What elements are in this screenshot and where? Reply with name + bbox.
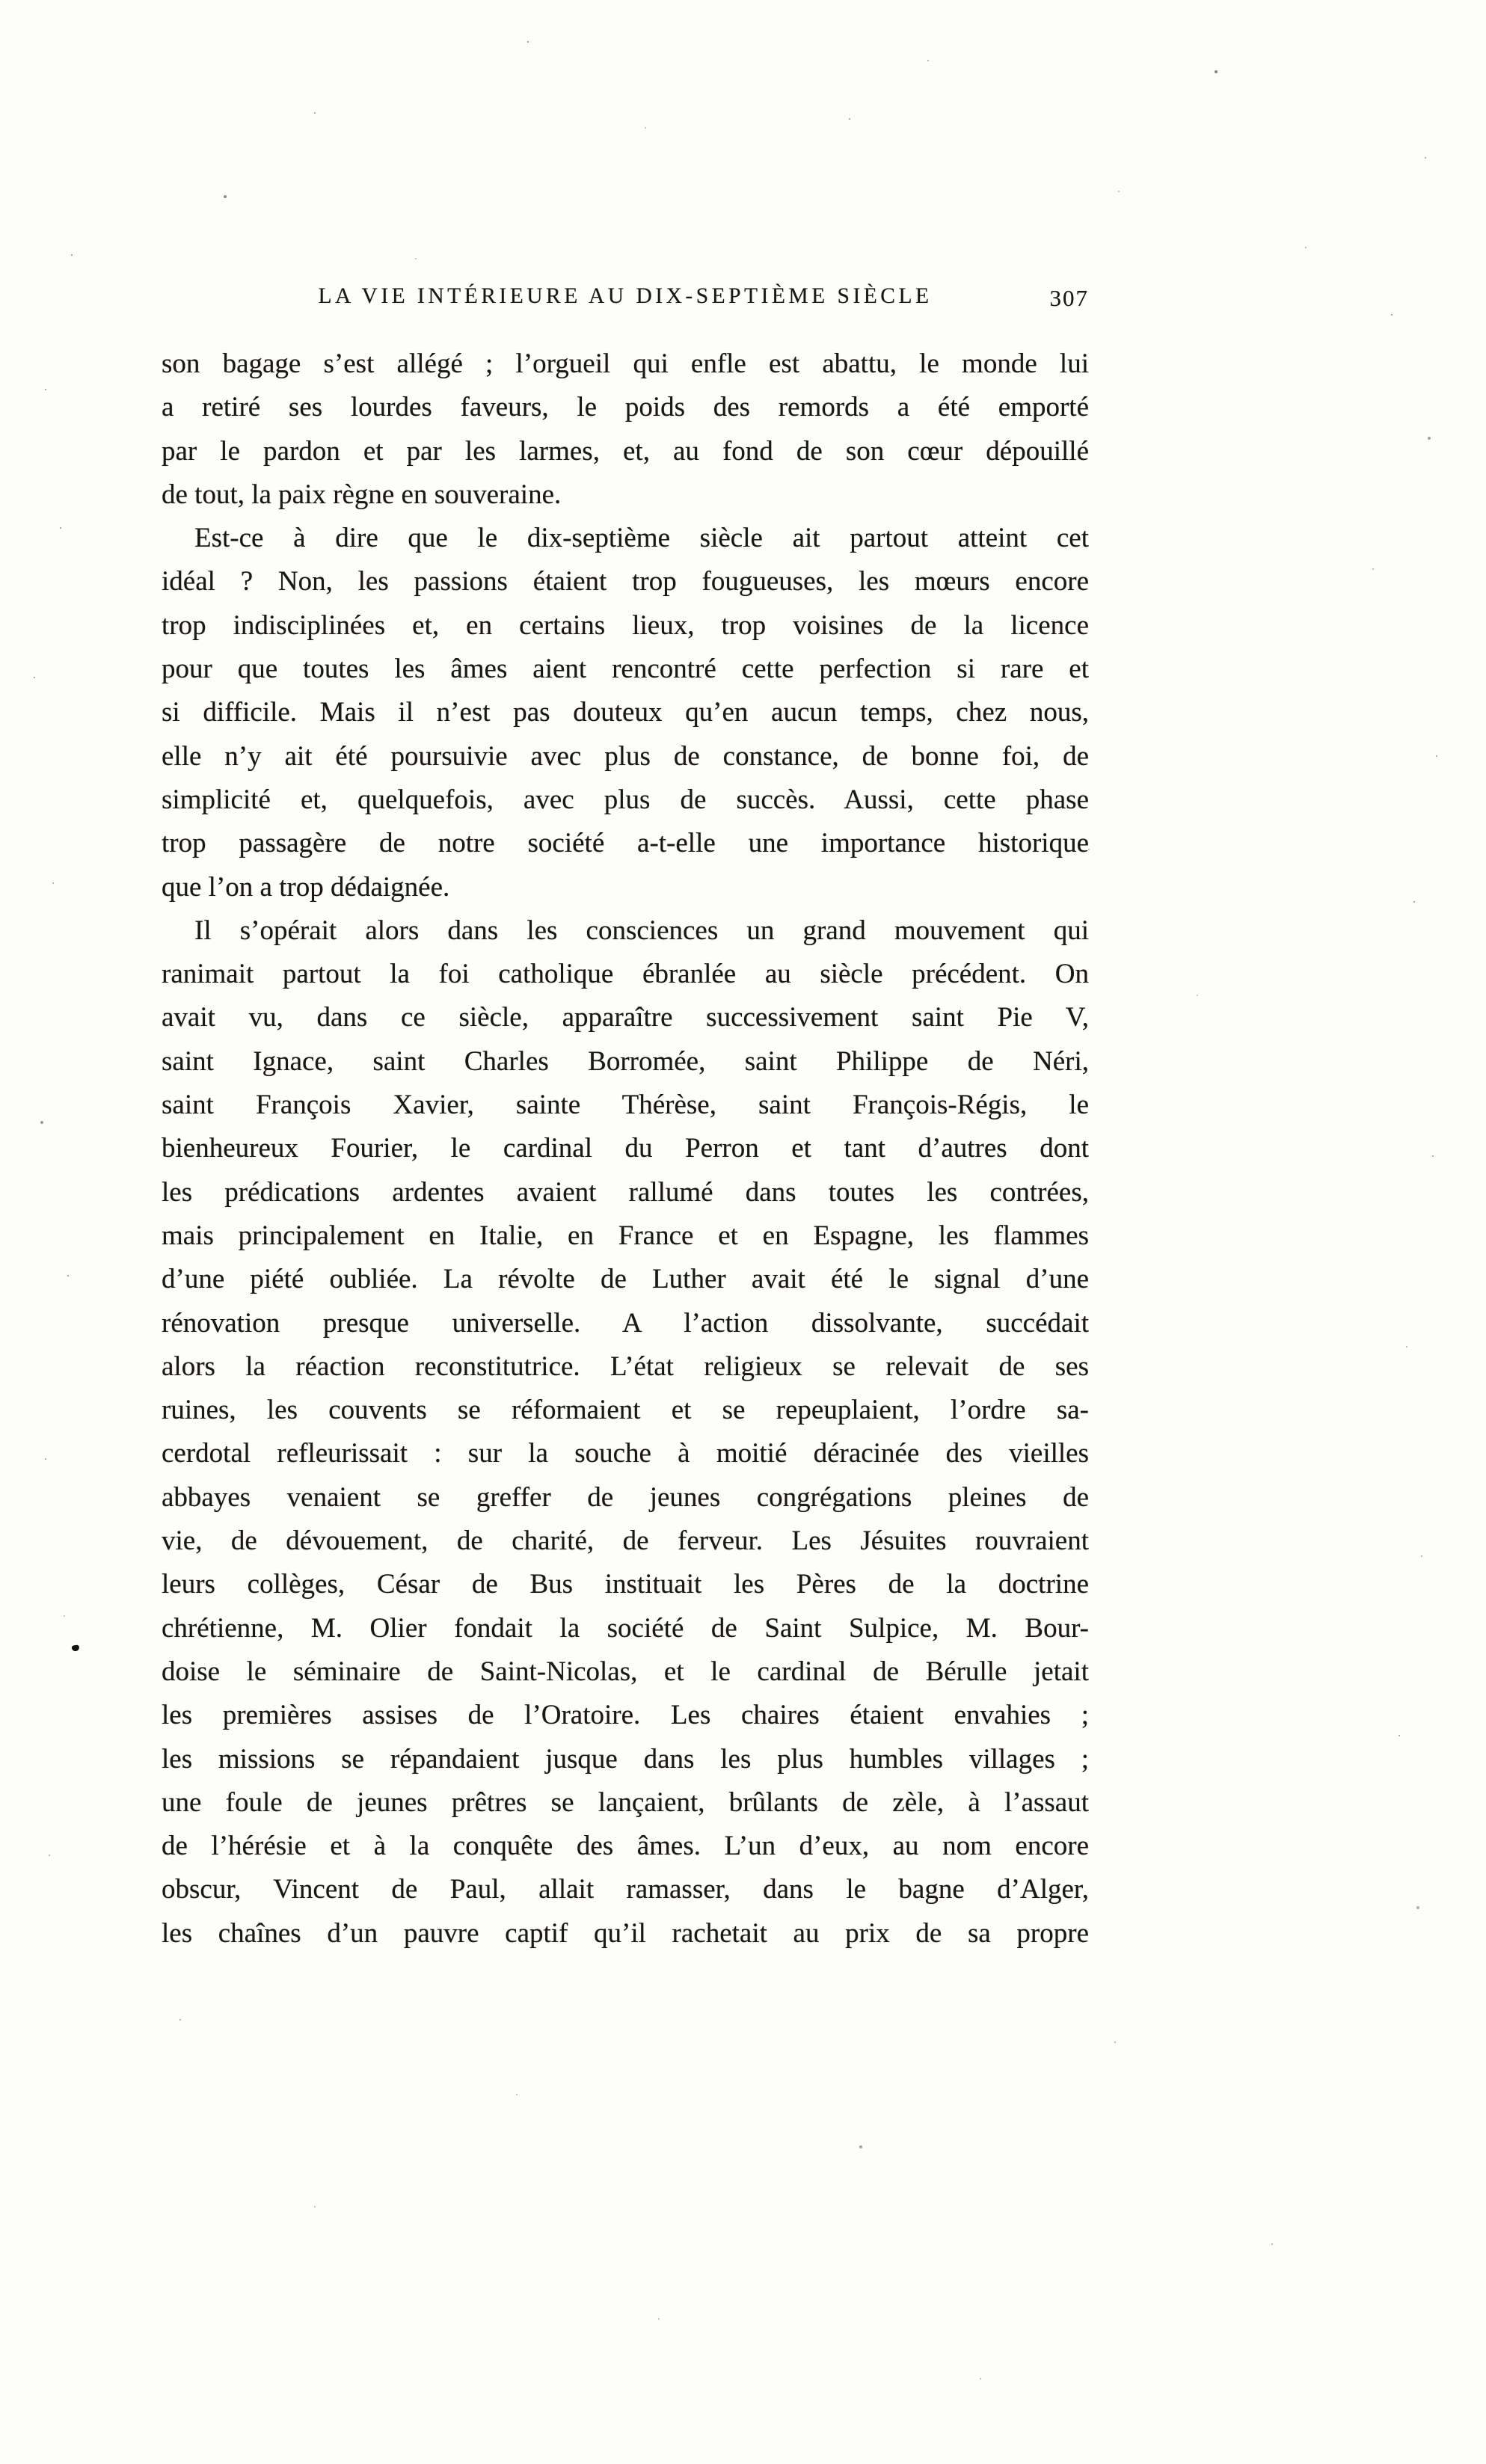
text-line: ruines, les couvents se réformaient et se repeuplaient, l’ordre sa- bbox=[162, 1395, 1089, 1426]
text-line: trop passagère de notre société a-t-elle une importance historique bbox=[162, 828, 1089, 859]
text-line: abbayes venaient se greffer de jeunes congrégations pleines de bbox=[162, 1481, 1089, 1513]
text-line: que l’on a trop dédaignée. bbox=[162, 871, 450, 903]
text-line: a retiré ses lourdes faveurs, le poids des remords a été emporté bbox=[162, 392, 1089, 423]
page-header bbox=[162, 284, 1089, 316]
running-title: LA VIE INTÉRIEURE AU DIX-SEPTIÈME SIÈCLE bbox=[318, 284, 933, 308]
text-line: si difficile. Mais il n’est pas douteux qu’en aucun temps, chez nous, bbox=[162, 697, 1089, 728]
text-line: les premières assises de l’Oratoire. Les chaires étaient envahies ; bbox=[162, 1700, 1089, 1731]
text-line: vie, de dévouement, de charité, de ferveur. Les Jésuites rouvraient bbox=[162, 1526, 1089, 1557]
text-line: simplicité et, quelquefois, avec plus de succès. Aussi, cette phase bbox=[162, 784, 1089, 815]
text-line: d’une piété oubliée. La révolte de Luther avait été le signal d’une bbox=[162, 1264, 1089, 1295]
scan-noise-speckles bbox=[0, 0, 1, 1]
text-line: son bagage s’est allégé ; l’orgueil qui enfle est abattu, le monde lui bbox=[162, 348, 1089, 379]
text-line: obscur, Vincent de Paul, allait ramasser, dans le bagne d’Alger, bbox=[162, 1874, 1089, 1905]
text-line: leurs collèges, César de Bus instituait les Pères de la doctrine bbox=[162, 1569, 1089, 1600]
text-line: idéal ? Non, les passions étaient trop fougueuses, les mœurs encore bbox=[162, 566, 1089, 597]
text-line: alors la réaction reconstitutrice. L’état religieux se relevait de ses bbox=[162, 1351, 1089, 1382]
text-line: les chaînes d’un pauvre captif qu’il rachetait au prix de sa propre bbox=[162, 1917, 1089, 1949]
text-line: par le pardon et par les larmes, et, au fond de son cœur dépouillé bbox=[162, 435, 1089, 467]
body-text bbox=[162, 342, 1089, 1955]
text-line: doise le séminaire de Saint-Nicolas, et le cardinal de Bérulle jetait bbox=[162, 1656, 1089, 1687]
text-line: avait vu, dans ce siècle, apparaître successivement saint Pie V, bbox=[162, 1002, 1089, 1033]
text-line: les prédications ardentes avaient rallumé dans toutes les contrées, bbox=[162, 1176, 1089, 1208]
text-line: une foule de jeunes prêtres se lançaient, brûlants de zèle, à l’assaut bbox=[162, 1786, 1089, 1818]
text-line: pour que toutes les âmes aient rencontré cette perfection si rare et bbox=[162, 654, 1089, 685]
text-line: cerdotal refleurissait : sur la souche à moitié déracinée des vieilles bbox=[162, 1438, 1089, 1469]
ink-blot bbox=[71, 1644, 79, 1651]
text-line: trop indisciplinées et, en certains lieux, trop voisines de la licence bbox=[162, 609, 1089, 641]
text-line: rénovation presque universelle. A l’action dissolvante, succédait bbox=[162, 1307, 1089, 1339]
text-line: mais principalement en Italie, en France et en Espagne, les flammes bbox=[162, 1220, 1089, 1251]
text-line: de tout, la paix règne en souveraine. bbox=[162, 479, 562, 510]
text-line: Est-ce à dire que le dix-septième siècle ait partout atteint cet bbox=[194, 523, 1089, 554]
page-number: 307 bbox=[1049, 285, 1089, 311]
text-line: saint François Xavier, sainte Thérèse, saint François-Régis, le bbox=[162, 1090, 1089, 1121]
text-line: de l’hérésie et à la conquête des âmes. L’un d’eux, au nom encore bbox=[162, 1831, 1089, 1862]
text-line: Il s’opérait alors dans les consciences un grand mouvement qui bbox=[194, 915, 1089, 946]
text-line: elle n’y ait été poursuivie avec plus de constance, de bonne foi, de bbox=[162, 740, 1089, 772]
text-line: bienheureux Fourier, le cardinal du Perron et tant d’autres dont bbox=[162, 1133, 1089, 1164]
text-line: saint Ignace, saint Charles Borromée, saint Philippe de Néri, bbox=[162, 1045, 1089, 1077]
text-line: chrétienne, M. Olier fondait la société de Saint Sulpice, M. Bour- bbox=[162, 1612, 1089, 1644]
text-line: ranimait partout la foi catholique ébranlée au siècle précédent. On bbox=[162, 959, 1089, 990]
text-line: les missions se répandaient jusque dans les plus humbles villages ; bbox=[162, 1743, 1089, 1775]
